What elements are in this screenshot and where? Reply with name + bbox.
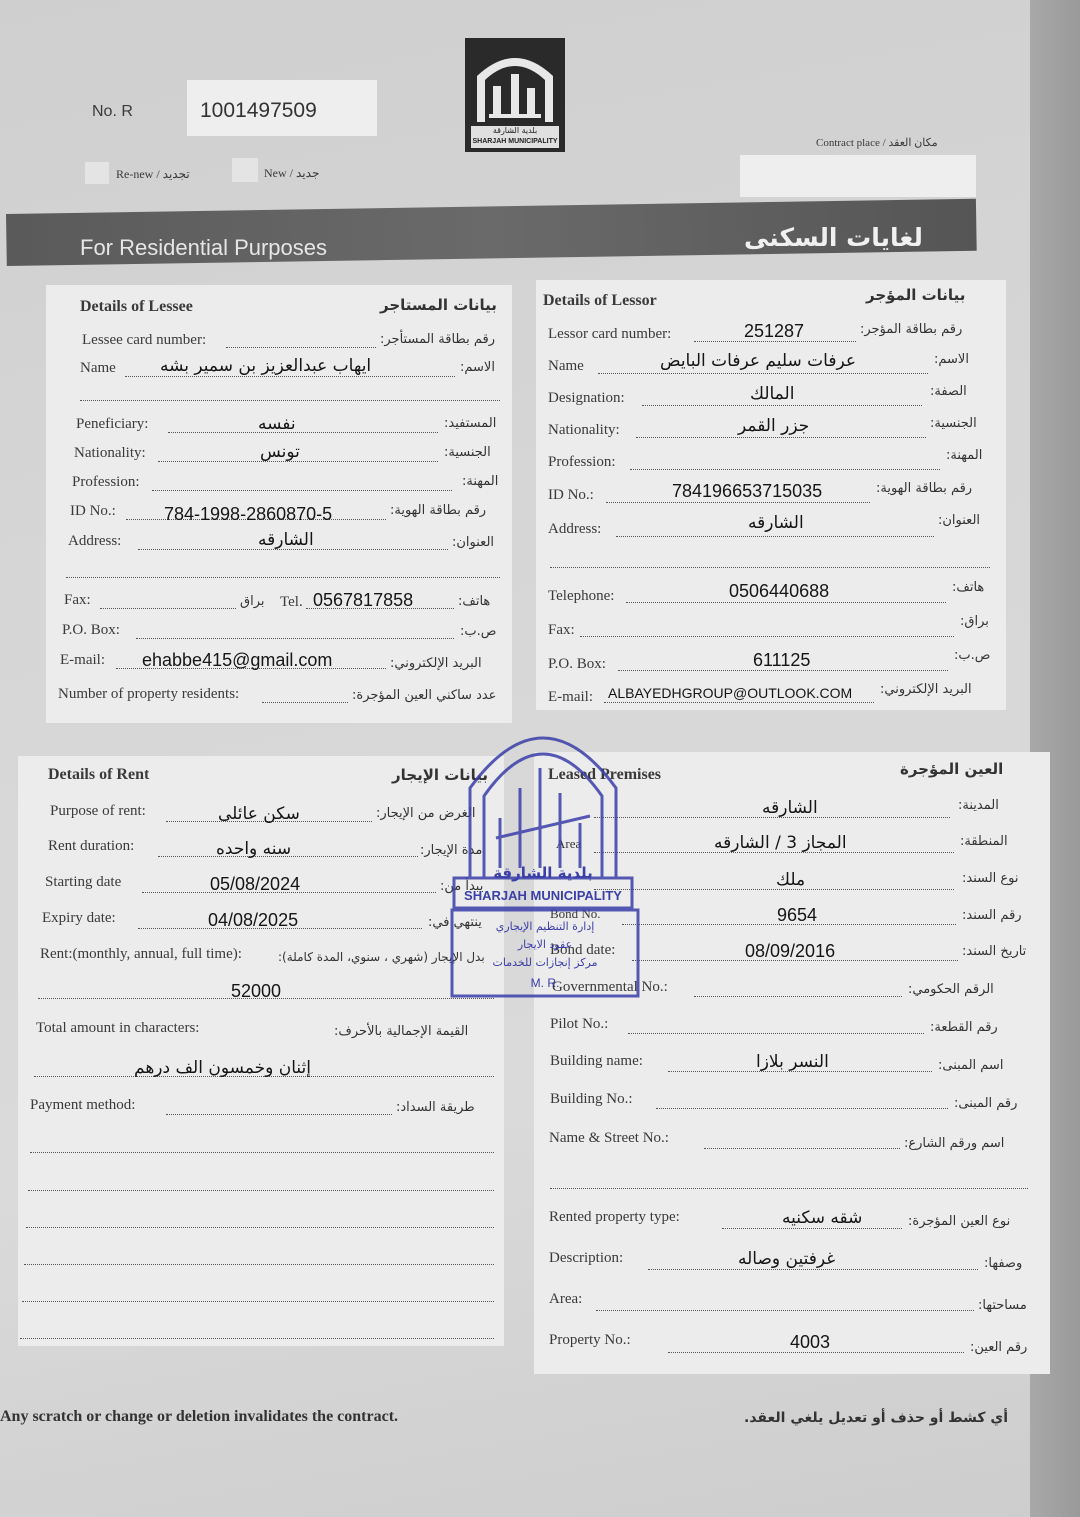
lessor-designation-label-ar: الصفة: bbox=[930, 384, 967, 399]
lessee-nationality-label: Nationality: bbox=[74, 445, 146, 461]
lessee-nationality-value: تونس bbox=[260, 442, 300, 462]
rent-start-value: 05/08/2024 bbox=[210, 874, 301, 894]
stamp-text-ar: بلدية الشارقة bbox=[493, 864, 593, 882]
premises-bond-date-label-ar: تاريخ السند: bbox=[962, 944, 1027, 959]
lessor-fax-line bbox=[580, 636, 954, 637]
lessor-address-line-2 bbox=[550, 567, 990, 568]
lessor-id-line bbox=[606, 502, 870, 503]
premises-type-line bbox=[722, 1228, 902, 1229]
premises-gov-label-ar: الرقم الحكومي: bbox=[908, 982, 994, 997]
lessor-tel-label: Telephone: bbox=[548, 588, 615, 604]
lessee-name-value: ايهاب عبدالعزيز بن سمير بشه bbox=[160, 356, 372, 376]
premises-bond-date-value: 08/09/2016 bbox=[745, 941, 836, 961]
rent-title-ar: بيانات الإيجار bbox=[392, 766, 488, 784]
rent-payment-line-6 bbox=[22, 1301, 494, 1302]
lessee-name-label-ar: الاسم: bbox=[460, 360, 495, 375]
rent-start-label-ar: يبدأ من: bbox=[440, 879, 484, 894]
lessee-title-en: Details of Lessee bbox=[80, 298, 193, 315]
lessee-address-label-ar: العنوان: bbox=[452, 535, 495, 550]
lessee-title-ar: بيانات المستاجر bbox=[380, 296, 497, 314]
premises-building-name-label-ar: اسم المبنى: bbox=[938, 1058, 1004, 1073]
municipality-stamp bbox=[440, 698, 646, 998]
premises-building-no-label-ar: رقم المبنى: bbox=[954, 1096, 1018, 1111]
lessee-tel-label: Tel. bbox=[280, 594, 303, 610]
lessee-name-line bbox=[125, 376, 455, 377]
premises-street-line-2 bbox=[550, 1188, 1028, 1189]
lessee-card-line bbox=[226, 347, 376, 348]
lessor-address-line bbox=[616, 536, 934, 537]
premises-area-label-ar: المنطقة: bbox=[960, 834, 1008, 849]
premises-building-no-label: Building No.: bbox=[550, 1091, 633, 1107]
lessee-nationality-label-ar: الجنسية: bbox=[444, 445, 491, 460]
lessor-name-value: عرفات سليم عرفات البايض bbox=[660, 351, 856, 371]
premises-city-value: الشارقه bbox=[762, 798, 818, 818]
premises-bond-date-label: Bond date: bbox=[550, 942, 616, 958]
stamp-line-1: إدارة التنظيم الإيجاري bbox=[495, 920, 595, 933]
lessee-name-label: Name bbox=[80, 360, 116, 376]
stamp-line-3: مركز إنجازات للخدمات bbox=[492, 956, 598, 969]
lessee-profession-line bbox=[152, 490, 452, 491]
lessor-nationality-label: Nationality: bbox=[548, 422, 620, 438]
rent-total-value: إثنان وخمسون الف درهم bbox=[134, 1058, 311, 1078]
lessor-title-en: Details of Lessor bbox=[543, 292, 657, 309]
lessee-address-label: Address: bbox=[68, 533, 122, 549]
contract-place-field[interactable] bbox=[740, 155, 976, 197]
lessor-id-label: ID No.: bbox=[548, 487, 594, 503]
lessor-tel-label-ar: هاتف: bbox=[952, 580, 985, 595]
footer-note-en: Any scratch or change or deletion invalidates the contract. bbox=[0, 1408, 399, 1425]
rent-payment-line-7 bbox=[20, 1338, 494, 1339]
premises-city-label-ar: المدينة: bbox=[958, 798, 999, 813]
premises-plot-line bbox=[628, 1033, 924, 1034]
rent-payment-line-5 bbox=[24, 1264, 494, 1265]
renew-checkbox[interactable] bbox=[85, 162, 109, 184]
lessee-address-line-2 bbox=[66, 577, 500, 578]
premises-bond-type-line bbox=[594, 889, 954, 890]
rent-duration-value: سنه واحده bbox=[216, 839, 292, 859]
lessor-email-value: ALBAYEDHGROUP@OUTLOOK.COM bbox=[608, 685, 853, 701]
lessor-id-value: 784196653715035 bbox=[672, 481, 823, 501]
rent-purpose-label-ar: الغرض من الإيجار: bbox=[376, 806, 476, 821]
premises-type-label-ar: نوع العين المؤجرة: bbox=[908, 1214, 1011, 1229]
rent-purpose-label: Purpose of rent: bbox=[50, 803, 146, 819]
sharjah-municipality-logo bbox=[463, 36, 567, 154]
lessee-id-label-ar: رقم بطاقة الهوية: bbox=[390, 503, 487, 518]
rent-payment-line-3 bbox=[28, 1190, 494, 1191]
premises-bond-no-value: 9654 bbox=[777, 905, 818, 925]
lessor-po-value: 611125 bbox=[753, 650, 811, 670]
rent-expiry-value: 04/08/2025 bbox=[208, 910, 299, 930]
lessee-fax-label: Fax: bbox=[64, 592, 91, 608]
lessee-tel-label-ar: هاتف: bbox=[458, 594, 491, 609]
rent-duration-label-ar: مدة الإيجار: bbox=[420, 843, 483, 858]
premises-gov-line bbox=[694, 996, 902, 997]
lessee-po-line bbox=[136, 638, 454, 639]
lessor-address-label: Address: bbox=[548, 521, 602, 537]
lessee-profession-label-ar: المهنة: bbox=[462, 474, 499, 489]
premises-size-line bbox=[596, 1310, 974, 1311]
premises-type-value: شقه سكنيه bbox=[782, 1208, 863, 1228]
premises-size-label: Area: bbox=[549, 1291, 583, 1307]
premises-property-no-value: 4003 bbox=[790, 1332, 831, 1352]
lessee-name-line-2 bbox=[80, 400, 500, 401]
premises-bond-type-value: ملك bbox=[776, 870, 806, 890]
lessor-name-label: Name bbox=[548, 358, 584, 374]
premises-area-label: Area bbox=[556, 836, 582, 851]
rent-payment-label: Payment method: bbox=[30, 1097, 136, 1113]
lessee-card-label: Lessee card number: bbox=[82, 332, 207, 348]
new-label: New / جديد bbox=[264, 166, 320, 180]
lessor-profession-label-ar: المهنة: bbox=[946, 448, 983, 463]
lessee-beneficiary-label-ar: المستفيد: bbox=[444, 416, 497, 431]
rent-payment-line bbox=[166, 1114, 392, 1115]
title-ar: لغايات السكنى bbox=[744, 223, 923, 252]
lessee-address-value: الشارقه bbox=[258, 530, 314, 550]
premises-bond-no-label-ar: رقم السند: bbox=[962, 908, 1022, 923]
premises-property-no-label: Property No.: bbox=[549, 1332, 631, 1348]
premises-desc-label-ar: وصفها: bbox=[984, 1256, 1023, 1271]
contract-no-value: 1001497509 bbox=[200, 99, 317, 122]
logo-text-en: SHARJAH MUNICIPALITY bbox=[472, 138, 558, 145]
lessor-card-label: Lessor card number: bbox=[548, 326, 672, 342]
lessor-profession-line bbox=[630, 469, 940, 470]
lessor-nationality-label-ar: الجنسية: bbox=[930, 416, 977, 431]
premises-type-label: Rented property type: bbox=[549, 1209, 680, 1225]
rent-purpose-value: سكن عائلى bbox=[218, 804, 300, 824]
rent-amount-label-ar: بدل الإيجار (شهري ، سنوي، المدة كاملة): bbox=[278, 950, 485, 964]
lessor-designation-label: Designation: bbox=[548, 390, 625, 406]
title-en: For Residential Purposes bbox=[80, 235, 328, 260]
rent-total-label-ar: القيمة الإجمالية بالأحرف: bbox=[334, 1024, 469, 1039]
lessor-id-label-ar: رقم بطاقة الهوية: bbox=[876, 481, 973, 496]
premises-plot-label: Pilot No.: bbox=[550, 1016, 609, 1032]
premises-gov-label: Governmental No.: bbox=[552, 979, 668, 995]
lessor-email-label: E-mail: bbox=[548, 689, 593, 705]
lessee-residents-line bbox=[262, 702, 348, 703]
rent-duration-label: Rent duration: bbox=[48, 838, 135, 854]
lessor-card-label-ar: رقم بطاقة المؤجر: bbox=[860, 322, 963, 337]
lessee-email-value: ehabbe415@gmail.com bbox=[142, 650, 333, 670]
lessor-card-value: 251287 bbox=[744, 321, 805, 341]
rent-payment-label-ar: طريقة السداد: bbox=[396, 1100, 475, 1115]
lessee-email-label: E-mail: bbox=[60, 652, 105, 668]
lessee-beneficiary-value: نفسه bbox=[258, 414, 296, 434]
premises-area-value: المجاز 3 / الشارقه bbox=[714, 833, 847, 853]
premises-plot-label-ar: رقم القطعة: bbox=[930, 1020, 998, 1035]
premises-bond-type-label-ar: نوع السند: bbox=[962, 871, 1019, 886]
premises-bond-no-label: Bond No. bbox=[550, 906, 601, 921]
lessor-designation-value: المالك bbox=[750, 384, 795, 404]
premises-desc-value: غرفتين وصاله bbox=[738, 1249, 836, 1269]
lessee-email-label-ar: البريد الإلكتروني: bbox=[390, 656, 482, 671]
lessee-beneficiary-label: Peneficiary: bbox=[76, 416, 149, 432]
premises-building-name-label: Building name: bbox=[550, 1053, 643, 1069]
lessee-id-label: ID No.: bbox=[70, 503, 116, 519]
rent-payment-line-2 bbox=[30, 1152, 494, 1153]
lessee-id-value: 784-1998-2860870-5 bbox=[164, 504, 333, 524]
stamp-line-4: M. R. bbox=[530, 976, 560, 990]
lessee-po-label-ar: ص.ب: bbox=[460, 624, 497, 639]
premises-street-label-ar: اسم ورقم الشارع: bbox=[904, 1136, 1005, 1151]
premises-desc-label: Description: bbox=[549, 1250, 624, 1266]
logo-text-ar: بلدية الشارقة bbox=[492, 126, 538, 135]
rent-payment-line-4 bbox=[26, 1227, 494, 1228]
premises-building-name-value: النسر بلازا bbox=[756, 1052, 829, 1072]
stamp-line-2: عقود الايجار bbox=[517, 938, 573, 951]
lessor-email-label-ar: البريد الإلكتروني: bbox=[880, 682, 972, 697]
lessor-fax-label: Fax: bbox=[548, 622, 575, 638]
lessor-tel-line bbox=[626, 602, 946, 603]
lessee-profession-label: Profession: bbox=[72, 474, 140, 490]
stamp-text-en: SHARJAH MUNICIPALITY bbox=[464, 888, 622, 903]
lessor-address-label-ar: العنوان: bbox=[938, 513, 981, 528]
lessee-residents-label: Number of property residents: bbox=[58, 686, 240, 702]
lessor-address-value: الشارقه bbox=[748, 513, 804, 533]
lessor-nationality-line bbox=[636, 437, 926, 438]
lessee-tel-value: 0567817858 bbox=[313, 590, 414, 610]
footer-note-ar: أي كشط أو حذف أو تعديل يلغي العقد. bbox=[744, 1410, 1009, 1426]
new-checkbox[interactable] bbox=[232, 158, 258, 182]
lessor-po-label-ar: ص.ب: bbox=[954, 648, 991, 663]
lessee-po-label: P.O. Box: bbox=[62, 622, 120, 638]
lessor-name-label-ar: الاسم: bbox=[934, 352, 969, 367]
lessor-designation-line bbox=[642, 405, 922, 406]
lessor-title-ar: بيانات المؤجر bbox=[866, 286, 966, 304]
lessor-tel-value: 0506440688 bbox=[729, 581, 830, 601]
premises-street-label: Name & Street No.: bbox=[549, 1130, 669, 1146]
renew-label: Re-new / تجديد bbox=[116, 167, 190, 181]
rent-expiry-label: Expiry date: bbox=[42, 910, 116, 926]
rent-total-label: Total amount in characters: bbox=[36, 1020, 200, 1036]
lessor-po-label: P.O. Box: bbox=[548, 656, 606, 672]
contract-place-label: Contract place / مكان العقد bbox=[816, 137, 938, 149]
premises-size-label-ar: مساحتها: bbox=[978, 1298, 1027, 1313]
rent-amount-value: 52000 bbox=[231, 981, 282, 1001]
premises-building-no-line bbox=[656, 1108, 948, 1109]
rent-amount-label: Rent:(monthly, annual, full time): bbox=[40, 946, 242, 962]
lessor-name-line bbox=[598, 373, 928, 374]
rent-expiry-label-ar: ينتهي في: bbox=[428, 915, 482, 930]
lessee-card-label-ar: رقم بطاقة المستأجر: bbox=[380, 332, 495, 347]
lessor-fax-label-ar: براق: bbox=[960, 614, 989, 629]
rent-start-label: Starting date bbox=[45, 874, 122, 890]
premises-property-no-label-ar: رقم العين: bbox=[970, 1340, 1028, 1355]
lessee-fax-label-ar: براق bbox=[240, 594, 265, 609]
lessee-beneficiary-line bbox=[168, 432, 438, 433]
premises-desc-line bbox=[648, 1269, 978, 1270]
premises-street-line bbox=[704, 1148, 900, 1149]
lessor-nationality-value: جزر القمر bbox=[738, 416, 810, 436]
lessee-residents-label-ar: عدد ساكني العين المؤجرة: bbox=[352, 688, 497, 703]
contract-no-label: No. R bbox=[92, 103, 133, 120]
rent-title-en: Details of Rent bbox=[48, 766, 150, 783]
lessee-fax-line bbox=[100, 608, 236, 609]
premises-title-en: Leased Premises bbox=[548, 766, 662, 783]
lessor-profession-label: Profession: bbox=[548, 454, 616, 470]
premises-title-ar: العين المؤجرة bbox=[900, 760, 1004, 778]
